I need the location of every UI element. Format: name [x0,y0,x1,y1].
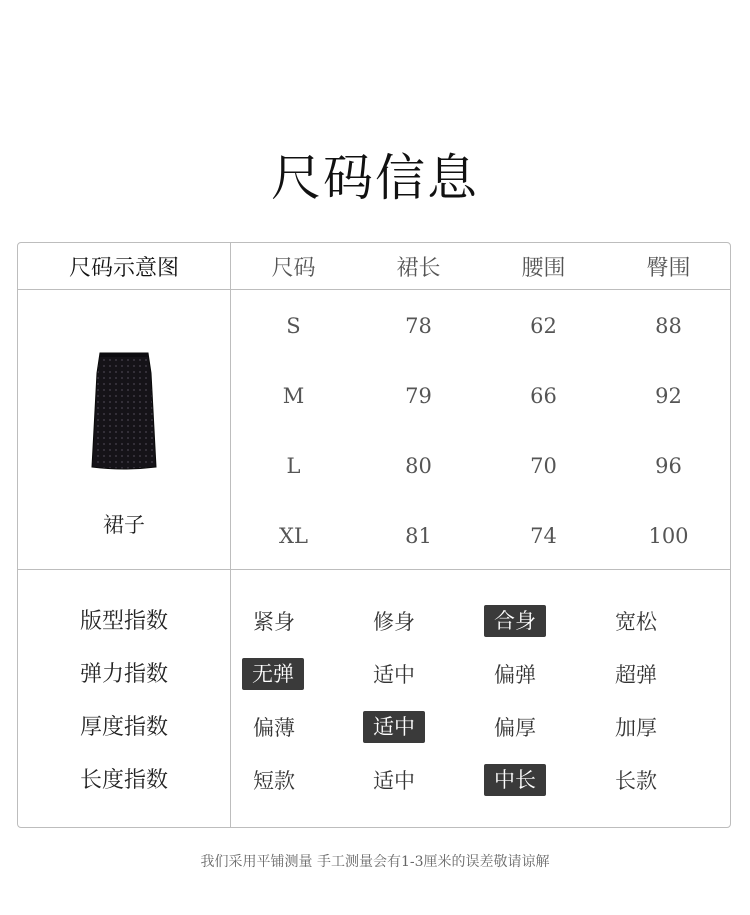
size-cell: S [286,314,301,338]
divider [18,569,730,570]
length-cell: 78 [405,314,432,338]
table-row [231,516,731,556]
waist-cell: 70 [530,454,557,478]
header-waist: 腰围 [521,256,566,281]
waist-cell: 74 [530,524,557,548]
size-table [17,242,731,828]
option-thickness-extra: 加厚 [615,716,657,740]
option-length-short: 短款 [253,769,295,793]
option-length-midi: 中长 [484,764,546,796]
thickness-index-label: 厚度指数 [79,715,168,740]
option-length-medium: 适中 [373,769,415,793]
hip-cell: 88 [655,314,682,338]
hip-cell: 96 [655,454,682,478]
size-cell: XL [279,524,308,548]
elasticity-index-label: 弹力指数 [79,662,168,687]
option-elastic-medium: 适中 [373,663,415,687]
header-hip: 臀围 [646,256,691,281]
skirt-label: 裙子 [103,513,145,537]
option-length-long: 长款 [615,769,657,793]
size-cell: L [286,454,301,478]
fit-index-label: 版型指数 [79,609,168,634]
option-thickness-medium: 适中 [363,711,425,743]
option-elastic-slight: 偏弹 [494,663,536,687]
length-cell: 80 [405,454,432,478]
option-elastic-none: 无弹 [242,658,304,690]
option-fit-tight: 紧身 [253,610,295,634]
header-row [231,243,731,290]
length-index-label: 长度指数 [79,768,168,793]
table-row [231,376,731,416]
option-fit-slim: 修身 [373,610,415,634]
option-elastic-high: 超弹 [615,663,657,687]
table-row [231,306,731,346]
length-cell: 79 [405,384,432,408]
length-cell: 81 [405,524,432,548]
option-fit-regular: 合身 [484,605,546,637]
header-size: 尺码 [271,256,316,281]
table-row [231,446,731,486]
page-title: 尺码信息 [271,149,479,207]
hip-cell: 100 [648,524,689,548]
waist-cell: 62 [530,314,557,338]
size-cell: M [282,384,305,408]
option-thickness-thin: 偏薄 [253,716,295,740]
skirt-illustration [89,351,159,471]
waist-cell: 66 [530,384,557,408]
header-size-chart: 尺码示意图 [68,256,179,281]
measurement-note: 我们采用平铺测量 手工测量会有1-3厘米的误差敬请谅解 [200,854,550,870]
option-thickness-thick: 偏厚 [494,716,536,740]
header-skirt-length: 裙长 [396,256,441,281]
hip-cell: 92 [655,384,682,408]
option-fit-loose: 宽松 [615,610,657,634]
